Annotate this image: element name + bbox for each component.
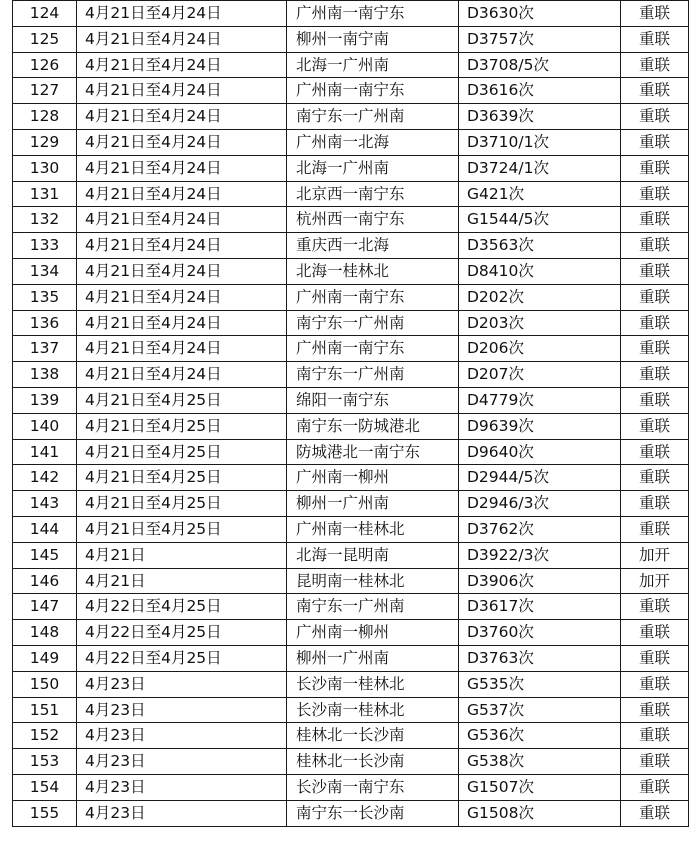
row-number-cell: 151 (13, 697, 77, 723)
train-number-cell: D9640次 (459, 439, 621, 465)
table-row (13, 1, 689, 27)
date-range-cell: 4月21日至4月24日 (77, 155, 287, 181)
date-range-cell: 4月21日至4月25日 (77, 516, 287, 542)
adjustment-type-cell: 重联 (621, 413, 689, 439)
train-number-cell: G1544/5次 (459, 207, 621, 233)
date-range-cell: 4月23日 (77, 671, 287, 697)
table-row (13, 104, 689, 130)
row-number-cell: 145 (13, 542, 77, 568)
train-number-cell: D9639次 (459, 413, 621, 439)
row-number-cell: 142 (13, 465, 77, 491)
row-number-cell: 133 (13, 233, 77, 259)
date-range-cell: 4月21日至4月24日 (77, 129, 287, 155)
date-range-cell: 4月21日至4月24日 (77, 104, 287, 130)
adjustment-type-cell: 重联 (621, 697, 689, 723)
date-range-cell: 4月21日至4月25日 (77, 413, 287, 439)
row-number-cell: 128 (13, 104, 77, 130)
train-number-cell: D3708/5次 (459, 52, 621, 78)
train-number-cell: D202次 (459, 284, 621, 310)
table-row (13, 207, 689, 233)
date-range-cell: 4月21日至4月24日 (77, 258, 287, 284)
table-row (13, 129, 689, 155)
row-number-cell: 146 (13, 568, 77, 594)
date-range-cell: 4月21日至4月24日 (77, 26, 287, 52)
train-number-cell: D4779次 (459, 387, 621, 413)
route-cell: 南宁东一长沙南 (287, 800, 459, 826)
train-number-cell: D8410次 (459, 258, 621, 284)
adjustment-type-cell: 重联 (621, 52, 689, 78)
train-number-cell: D3563次 (459, 233, 621, 259)
route-cell: 北海一广州南 (287, 52, 459, 78)
train-number-cell: D3710/1次 (459, 129, 621, 155)
table-row (13, 516, 689, 542)
train-schedule-table (12, 0, 689, 827)
route-cell: 桂林北一长沙南 (287, 749, 459, 775)
row-number-cell: 139 (13, 387, 77, 413)
date-range-cell: 4月22日至4月25日 (77, 645, 287, 671)
route-cell: 杭州西一南宁东 (287, 207, 459, 233)
date-range-cell: 4月23日 (77, 774, 287, 800)
adjustment-type-cell: 重联 (621, 620, 689, 646)
row-number-cell: 149 (13, 645, 77, 671)
table-row (13, 620, 689, 646)
date-range-cell: 4月21日至4月24日 (77, 1, 287, 27)
date-range-cell: 4月21日至4月24日 (77, 362, 287, 388)
adjustment-type-cell: 重联 (621, 233, 689, 259)
route-cell: 长沙南一桂林北 (287, 697, 459, 723)
adjustment-type-cell: 重联 (621, 78, 689, 104)
route-cell: 广州南一南宁东 (287, 1, 459, 27)
adjustment-type-cell: 重联 (621, 800, 689, 826)
adjustment-type-cell: 重联 (621, 284, 689, 310)
adjustment-type-cell: 重联 (621, 439, 689, 465)
train-number-cell: D2946/3次 (459, 491, 621, 517)
adjustment-type-cell: 重联 (621, 516, 689, 542)
table-row (13, 645, 689, 671)
route-cell: 北海一桂林北 (287, 258, 459, 284)
adjustment-type-cell: 重联 (621, 155, 689, 181)
adjustment-type-cell: 重联 (621, 723, 689, 749)
row-number-cell: 143 (13, 491, 77, 517)
route-cell: 广州南一南宁东 (287, 336, 459, 362)
train-number-cell: D206次 (459, 336, 621, 362)
route-cell: 广州南一北海 (287, 129, 459, 155)
row-number-cell: 138 (13, 362, 77, 388)
train-number-cell: D3922/3次 (459, 542, 621, 568)
route-cell: 长沙南一南宁东 (287, 774, 459, 800)
table-row (13, 568, 689, 594)
date-range-cell: 4月21日至4月24日 (77, 233, 287, 259)
table-row (13, 465, 689, 491)
table-row (13, 258, 689, 284)
row-number-cell: 126 (13, 52, 77, 78)
train-number-cell: D3616次 (459, 78, 621, 104)
adjustment-type-cell: 重联 (621, 310, 689, 336)
table-row (13, 52, 689, 78)
table-row (13, 233, 689, 259)
train-number-cell: D3906次 (459, 568, 621, 594)
route-cell: 北海一昆明南 (287, 542, 459, 568)
route-cell: 重庆西一北海 (287, 233, 459, 259)
date-range-cell: 4月21日至4月24日 (77, 52, 287, 78)
train-number-cell: G537次 (459, 697, 621, 723)
train-schedule-sheet (12, 0, 688, 827)
adjustment-type-cell: 重联 (621, 645, 689, 671)
row-number-cell: 148 (13, 620, 77, 646)
adjustment-type-cell: 加开 (621, 568, 689, 594)
table-row (13, 26, 689, 52)
route-cell: 昆明南一桂林北 (287, 568, 459, 594)
date-range-cell: 4月23日 (77, 800, 287, 826)
train-number-cell: D3763次 (459, 645, 621, 671)
row-number-cell: 136 (13, 310, 77, 336)
row-number-cell: 152 (13, 723, 77, 749)
row-number-cell: 134 (13, 258, 77, 284)
table-row (13, 78, 689, 104)
date-range-cell: 4月23日 (77, 723, 287, 749)
row-number-cell: 135 (13, 284, 77, 310)
adjustment-type-cell: 重联 (621, 129, 689, 155)
date-range-cell: 4月21日至4月25日 (77, 465, 287, 491)
row-number-cell: 125 (13, 26, 77, 52)
train-number-cell: D2944/5次 (459, 465, 621, 491)
train-number-cell: D3724/1次 (459, 155, 621, 181)
row-number-cell: 140 (13, 413, 77, 439)
date-range-cell: 4月22日至4月25日 (77, 594, 287, 620)
date-range-cell: 4月23日 (77, 697, 287, 723)
train-number-cell: G536次 (459, 723, 621, 749)
route-cell: 北京西一南宁东 (287, 181, 459, 207)
route-cell: 长沙南一桂林北 (287, 671, 459, 697)
date-range-cell: 4月21日至4月24日 (77, 284, 287, 310)
adjustment-type-cell: 重联 (621, 207, 689, 233)
train-number-cell: G421次 (459, 181, 621, 207)
route-cell: 广州南一柳州 (287, 465, 459, 491)
train-number-cell: D3617次 (459, 594, 621, 620)
route-cell: 广州南一南宁东 (287, 284, 459, 310)
route-cell: 广州南一南宁东 (287, 78, 459, 104)
train-number-cell: D3639次 (459, 104, 621, 130)
route-cell: 北海一广州南 (287, 155, 459, 181)
row-number-cell: 137 (13, 336, 77, 362)
table-body (13, 1, 689, 827)
adjustment-type-cell: 重联 (621, 104, 689, 130)
adjustment-type-cell: 重联 (621, 749, 689, 775)
route-cell: 南宁东一广州南 (287, 104, 459, 130)
row-number-cell: 154 (13, 774, 77, 800)
date-range-cell: 4月21日至4月25日 (77, 439, 287, 465)
adjustment-type-cell: 重联 (621, 594, 689, 620)
row-number-cell: 129 (13, 129, 77, 155)
route-cell: 桂林北一长沙南 (287, 723, 459, 749)
row-number-cell: 132 (13, 207, 77, 233)
date-range-cell: 4月21日至4月25日 (77, 387, 287, 413)
train-number-cell: G538次 (459, 749, 621, 775)
train-number-cell: G1508次 (459, 800, 621, 826)
table-row (13, 671, 689, 697)
route-cell: 柳州一南宁南 (287, 26, 459, 52)
row-number-cell: 131 (13, 181, 77, 207)
table-row (13, 594, 689, 620)
train-number-cell: G535次 (459, 671, 621, 697)
table-row (13, 800, 689, 826)
adjustment-type-cell: 重联 (621, 465, 689, 491)
train-number-cell: D3757次 (459, 26, 621, 52)
adjustment-type-cell: 重联 (621, 774, 689, 800)
table-row (13, 310, 689, 336)
adjustment-type-cell: 重联 (621, 491, 689, 517)
row-number-cell: 124 (13, 1, 77, 27)
date-range-cell: 4月21日至4月24日 (77, 78, 287, 104)
route-cell: 绵阳一南宁东 (287, 387, 459, 413)
date-range-cell: 4月21日 (77, 568, 287, 594)
table-row (13, 155, 689, 181)
date-range-cell: 4月23日 (77, 749, 287, 775)
date-range-cell: 4月21日至4月24日 (77, 207, 287, 233)
adjustment-type-cell: 重联 (621, 362, 689, 388)
row-number-cell: 130 (13, 155, 77, 181)
route-cell: 南宁东一防城港北 (287, 413, 459, 439)
row-number-cell: 144 (13, 516, 77, 542)
date-range-cell: 4月21日至4月24日 (77, 336, 287, 362)
route-cell: 南宁东一广州南 (287, 362, 459, 388)
table-row (13, 491, 689, 517)
train-number-cell: D207次 (459, 362, 621, 388)
table-row (13, 387, 689, 413)
table-row (13, 439, 689, 465)
route-cell: 防城港北一南宁东 (287, 439, 459, 465)
adjustment-type-cell: 重联 (621, 258, 689, 284)
row-number-cell: 127 (13, 78, 77, 104)
route-cell: 南宁东一广州南 (287, 594, 459, 620)
table-row (13, 284, 689, 310)
row-number-cell: 141 (13, 439, 77, 465)
date-range-cell: 4月21日至4月24日 (77, 310, 287, 336)
route-cell: 柳州一广州南 (287, 645, 459, 671)
adjustment-type-cell: 加开 (621, 542, 689, 568)
train-number-cell: D3762次 (459, 516, 621, 542)
date-range-cell: 4月21日 (77, 542, 287, 568)
route-cell: 广州南一柳州 (287, 620, 459, 646)
route-cell: 南宁东一广州南 (287, 310, 459, 336)
table-row (13, 774, 689, 800)
row-number-cell: 150 (13, 671, 77, 697)
table-row (13, 697, 689, 723)
table-row (13, 723, 689, 749)
train-number-cell: D3760次 (459, 620, 621, 646)
route-cell: 广州南一桂林北 (287, 516, 459, 542)
row-number-cell: 153 (13, 749, 77, 775)
train-number-cell: G1507次 (459, 774, 621, 800)
adjustment-type-cell: 重联 (621, 671, 689, 697)
date-range-cell: 4月21日至4月24日 (77, 181, 287, 207)
row-number-cell: 147 (13, 594, 77, 620)
table-row (13, 362, 689, 388)
adjustment-type-cell: 重联 (621, 26, 689, 52)
table-row (13, 542, 689, 568)
date-range-cell: 4月22日至4月25日 (77, 620, 287, 646)
table-row (13, 413, 689, 439)
route-cell: 柳州一广州南 (287, 491, 459, 517)
train-number-cell: D203次 (459, 310, 621, 336)
date-range-cell: 4月21日至4月25日 (77, 491, 287, 517)
train-number-cell: D3630次 (459, 1, 621, 27)
adjustment-type-cell: 重联 (621, 387, 689, 413)
table-row (13, 181, 689, 207)
adjustment-type-cell: 重联 (621, 181, 689, 207)
row-number-cell: 155 (13, 800, 77, 826)
table-row (13, 336, 689, 362)
table-row (13, 749, 689, 775)
adjustment-type-cell: 重联 (621, 1, 689, 27)
adjustment-type-cell: 重联 (621, 336, 689, 362)
